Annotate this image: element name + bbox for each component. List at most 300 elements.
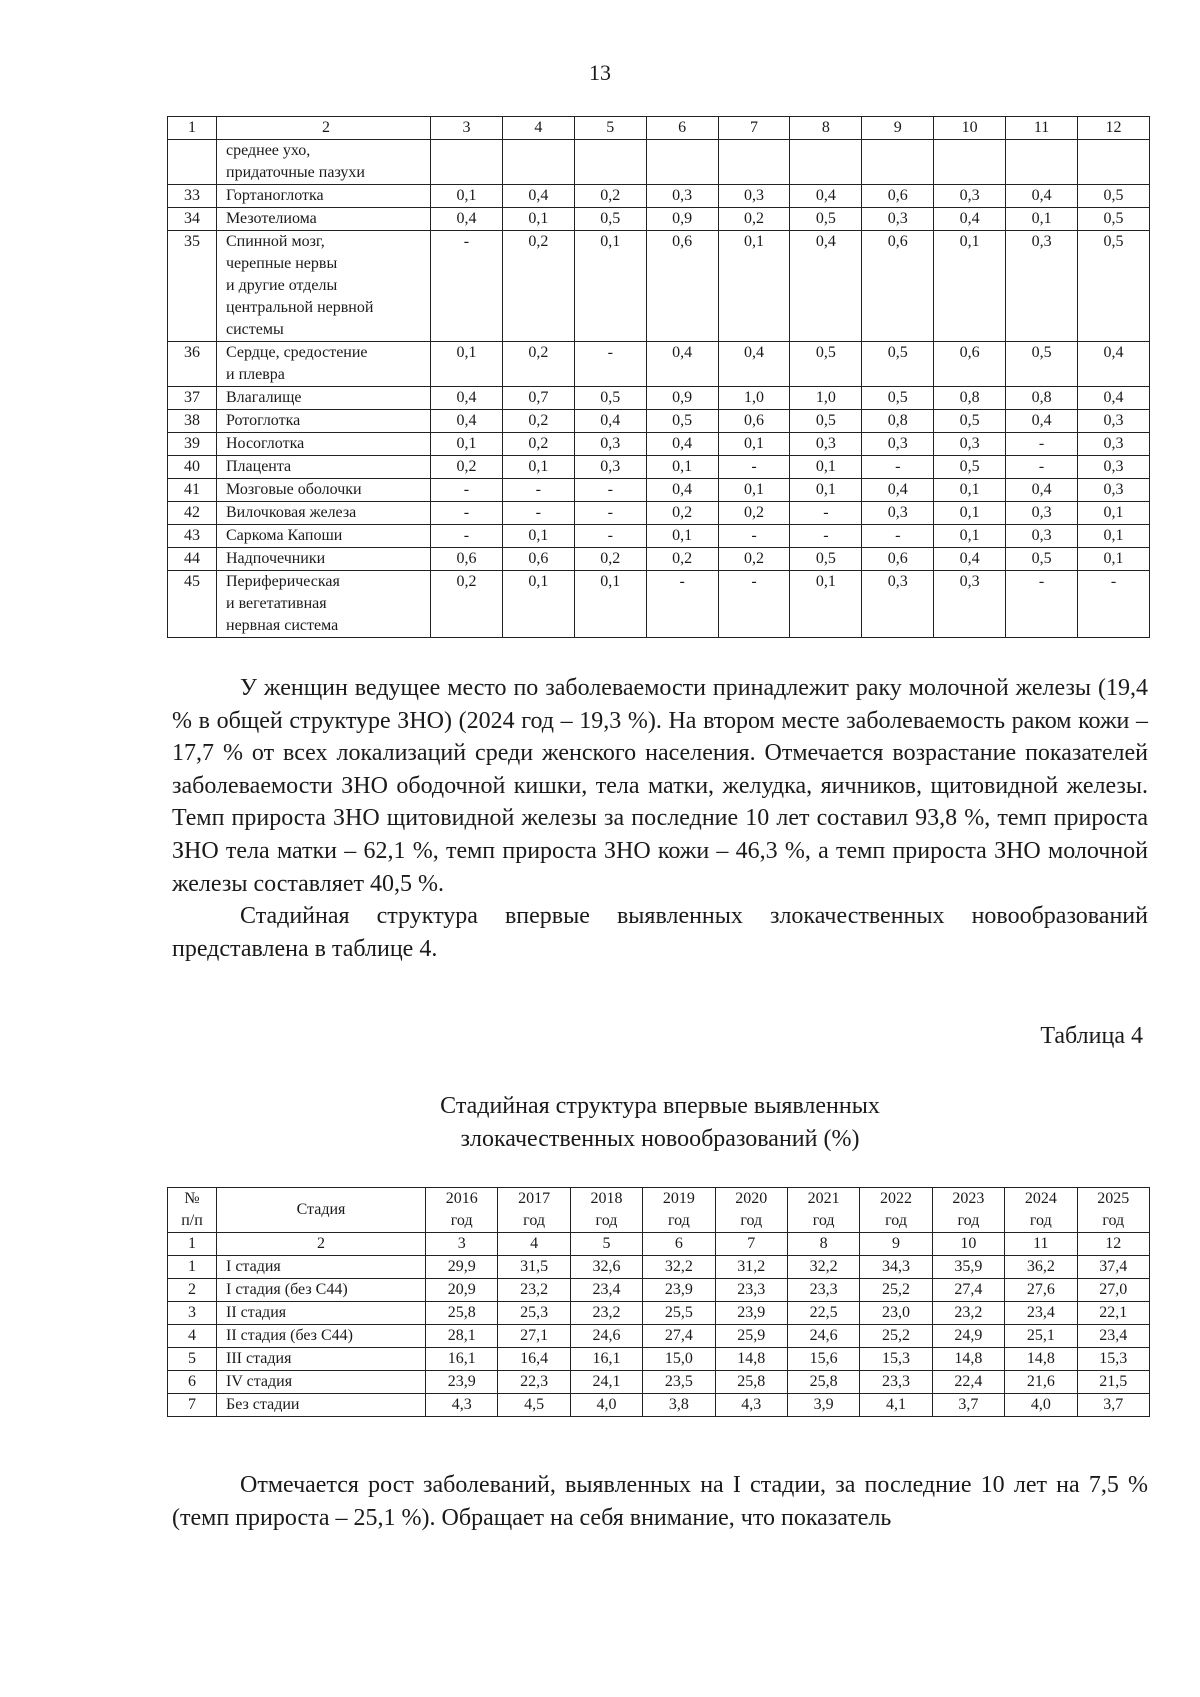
localization-name-line: Надпочечники bbox=[226, 550, 326, 567]
localization-name-line: среднее ухо, bbox=[226, 142, 311, 159]
table-row bbox=[168, 1279, 1150, 1302]
column-number-cell: 9 bbox=[862, 117, 934, 140]
table-row bbox=[168, 410, 1150, 433]
table-title-line: Стадийная структура впервые выявленных bbox=[440, 1093, 880, 1119]
value-cell: - bbox=[574, 525, 646, 548]
value-cell: 0,1 bbox=[1078, 502, 1150, 525]
value-cell: 0,2 bbox=[502, 342, 574, 387]
localization-name-cell bbox=[217, 479, 431, 502]
table-row bbox=[168, 525, 1150, 548]
localization-name-cell bbox=[217, 208, 431, 231]
value-cell: 25,1 bbox=[1005, 1325, 1077, 1348]
value-cell: 16,1 bbox=[570, 1348, 642, 1371]
value-cell: 0,1 bbox=[646, 525, 718, 548]
value-cell: 0,5 bbox=[646, 410, 718, 433]
table-row bbox=[168, 1302, 1150, 1325]
header-year-suffix: год bbox=[740, 1212, 763, 1229]
value-cell: 0,6 bbox=[862, 231, 934, 342]
value-cell: 0,3 bbox=[862, 502, 934, 525]
value-cell: 0,4 bbox=[574, 410, 646, 433]
value-cell: 0,5 bbox=[790, 342, 862, 387]
value-cell: 27,0 bbox=[1077, 1279, 1149, 1302]
value-cell: 23,4 bbox=[1005, 1302, 1077, 1325]
localization-name-line: нервная система bbox=[226, 617, 339, 634]
table-row bbox=[168, 1256, 1150, 1279]
value-cell: 27,4 bbox=[643, 1325, 715, 1348]
table-row bbox=[168, 342, 1150, 387]
value-cell: 29,9 bbox=[426, 1256, 498, 1279]
value-cell: 0,1 bbox=[431, 185, 503, 208]
header-year-suffix: год bbox=[957, 1212, 980, 1229]
value-cell: 0,4 bbox=[862, 479, 934, 502]
value-cell: 32,2 bbox=[643, 1256, 715, 1279]
table-row bbox=[168, 456, 1150, 479]
header-year: 2022 bbox=[880, 1190, 913, 1207]
value-cell: 4,5 bbox=[498, 1394, 570, 1417]
value-cell: 0,1 bbox=[718, 433, 790, 456]
row-number-cell: 4 bbox=[168, 1325, 217, 1348]
value-cell: 0,1 bbox=[790, 479, 862, 502]
value-cell: 31,2 bbox=[715, 1256, 787, 1279]
localization-name-line: центральной нервной bbox=[226, 299, 374, 316]
row-number-cell: 35 bbox=[168, 231, 217, 342]
value-cell: 0,2 bbox=[718, 548, 790, 571]
value-cell: 22,1 bbox=[1077, 1302, 1149, 1325]
row-number-cell: 42 bbox=[168, 502, 217, 525]
localization-name-cell bbox=[217, 548, 431, 571]
localization-name-line: придаточные пазухи bbox=[226, 164, 365, 181]
header-year-cell bbox=[498, 1188, 570, 1233]
header-year-suffix: год bbox=[885, 1212, 907, 1229]
table-row bbox=[168, 571, 1150, 638]
column-number-cell: 9 bbox=[860, 1233, 932, 1256]
value-cell: 0,5 bbox=[934, 456, 1006, 479]
row-number-cell: 7 bbox=[168, 1394, 217, 1417]
value-cell: - bbox=[1006, 456, 1078, 479]
localization-name-cell bbox=[217, 342, 431, 387]
column-number-cell: 10 bbox=[932, 1233, 1004, 1256]
value-cell: - bbox=[431, 502, 503, 525]
localization-name-cell bbox=[217, 185, 431, 208]
value-cell: 0,3 bbox=[862, 433, 934, 456]
localization-name-line: и плевра bbox=[226, 366, 285, 383]
header-year: 2017 bbox=[518, 1190, 551, 1207]
value-cell: 14,8 bbox=[932, 1348, 1004, 1371]
header-year-suffix: год bbox=[812, 1212, 835, 1229]
value-cell: 28,1 bbox=[426, 1325, 498, 1348]
value-cell: 0,2 bbox=[431, 571, 503, 638]
header-year: 2019 bbox=[662, 1190, 695, 1207]
value-cell: 0,3 bbox=[646, 185, 718, 208]
header-year-suffix: год bbox=[523, 1212, 545, 1229]
column-number-cell: 5 bbox=[570, 1233, 642, 1256]
header-year-cell bbox=[426, 1188, 498, 1233]
header-year-cell bbox=[932, 1188, 1004, 1233]
value-cell: 0,1 bbox=[646, 456, 718, 479]
value-cell bbox=[862, 140, 934, 185]
value-cell: 0,6 bbox=[934, 342, 1006, 387]
value-cell: - bbox=[862, 525, 934, 548]
value-cell: 0,4 bbox=[790, 185, 862, 208]
row-number-cell bbox=[168, 140, 217, 185]
value-cell: - bbox=[574, 479, 646, 502]
stage-name-cell: I стадия bbox=[217, 1256, 426, 1279]
value-cell: 23,3 bbox=[715, 1279, 787, 1302]
header-year: 2024 bbox=[1024, 1190, 1057, 1207]
localization-name-line: Мезотелиома bbox=[226, 210, 317, 227]
column-number-cell: 1 bbox=[168, 1233, 217, 1256]
column-number-cell: 7 bbox=[718, 117, 790, 140]
value-cell: 3,9 bbox=[787, 1394, 859, 1417]
value-cell: 0,4 bbox=[431, 410, 503, 433]
value-cell: 23,2 bbox=[932, 1302, 1004, 1325]
value-cell: 3,7 bbox=[1077, 1394, 1149, 1417]
value-cell: 15,3 bbox=[860, 1348, 932, 1371]
value-cell: 0,8 bbox=[934, 387, 1006, 410]
value-cell: 22,5 bbox=[787, 1302, 859, 1325]
header-year-cell bbox=[570, 1188, 642, 1233]
value-cell: - bbox=[718, 571, 790, 638]
header-year-cell bbox=[1005, 1188, 1077, 1233]
table-row bbox=[168, 387, 1150, 410]
column-number-cell: 4 bbox=[498, 1233, 570, 1256]
table-row bbox=[168, 433, 1150, 456]
value-cell: - bbox=[1006, 571, 1078, 638]
value-cell: 23,5 bbox=[643, 1371, 715, 1394]
column-number-cell: 2 bbox=[217, 1233, 426, 1256]
value-cell: - bbox=[502, 502, 574, 525]
value-cell: 0,2 bbox=[502, 433, 574, 456]
value-cell: 0,1 bbox=[574, 231, 646, 342]
header-year-suffix: год bbox=[450, 1212, 473, 1229]
value-cell: 15,3 bbox=[1077, 1348, 1149, 1371]
value-cell: 0,5 bbox=[1078, 208, 1150, 231]
stage-structure-intro: Стадийная структура впервые выявленных злокачественных новообразований представлена в таблице 4. bbox=[172, 903, 1148, 962]
header-year-suffix: год bbox=[1029, 1212, 1052, 1229]
value-cell: 0,8 bbox=[862, 410, 934, 433]
value-cell: 0,6 bbox=[502, 548, 574, 571]
value-cell: 0,1 bbox=[502, 525, 574, 548]
header-year: 2020 bbox=[735, 1190, 768, 1207]
value-cell: 0,1 bbox=[718, 479, 790, 502]
row-number-cell: 36 bbox=[168, 342, 217, 387]
header-stage-cell: Стадия bbox=[217, 1188, 426, 1233]
header-number-line: п/п bbox=[181, 1212, 203, 1229]
value-cell: 0,3 bbox=[1078, 433, 1150, 456]
value-cell: 0,4 bbox=[431, 387, 503, 410]
value-cell: 0,1 bbox=[1006, 208, 1078, 231]
header-year: 2025 bbox=[1097, 1190, 1130, 1207]
value-cell: 0,5 bbox=[1078, 231, 1150, 342]
localization-name-cell bbox=[217, 140, 431, 185]
value-cell: 0,2 bbox=[431, 456, 503, 479]
value-cell: 16,4 bbox=[498, 1348, 570, 1371]
value-cell: 0,8 bbox=[1006, 387, 1078, 410]
value-cell: 0,1 bbox=[934, 479, 1006, 502]
value-cell: 0,4 bbox=[934, 548, 1006, 571]
value-cell: 0,2 bbox=[718, 502, 790, 525]
morbidity-table-continued bbox=[167, 116, 1150, 638]
value-cell: 3,7 bbox=[932, 1394, 1004, 1417]
value-cell: - bbox=[431, 479, 503, 502]
localization-name-line: Вилочковая железа bbox=[226, 504, 357, 521]
value-cell: 0,3 bbox=[934, 433, 1006, 456]
value-cell: 4,0 bbox=[1005, 1394, 1077, 1417]
row-number-cell: 38 bbox=[168, 410, 217, 433]
header-year-cell bbox=[787, 1188, 859, 1233]
table-row bbox=[168, 548, 1150, 571]
table-row bbox=[168, 208, 1150, 231]
row-number-cell: 6 bbox=[168, 1371, 217, 1394]
value-cell: 0,5 bbox=[1078, 185, 1150, 208]
value-cell: 23,9 bbox=[426, 1371, 498, 1394]
value-cell bbox=[502, 140, 574, 185]
table-row bbox=[168, 1325, 1150, 1348]
value-cell bbox=[1078, 140, 1150, 185]
localization-name-line: Периферическая bbox=[226, 573, 340, 590]
column-number-cell: 1 bbox=[168, 117, 217, 140]
value-cell: 0,2 bbox=[646, 548, 718, 571]
value-cell: 27,4 bbox=[932, 1279, 1004, 1302]
column-number-cell: 10 bbox=[934, 117, 1006, 140]
column-number-row bbox=[168, 117, 1150, 140]
value-cell: - bbox=[718, 525, 790, 548]
value-cell: 0,5 bbox=[862, 342, 934, 387]
value-cell: 0,5 bbox=[1006, 342, 1078, 387]
header-year: 2018 bbox=[590, 1190, 623, 1207]
value-cell: 24,9 bbox=[932, 1325, 1004, 1348]
localization-name-line: Сердце, средостение bbox=[226, 344, 368, 361]
value-cell: 0,1 bbox=[1078, 525, 1150, 548]
value-cell: 4,3 bbox=[715, 1394, 787, 1417]
value-cell: 23,4 bbox=[570, 1279, 642, 1302]
value-cell: 0,5 bbox=[934, 410, 1006, 433]
localization-name-cell bbox=[217, 571, 431, 638]
value-cell: 0,1 bbox=[934, 231, 1006, 342]
value-cell: 0,6 bbox=[862, 185, 934, 208]
column-number-cell: 8 bbox=[787, 1233, 859, 1256]
localization-name-line: Влагалище bbox=[226, 389, 302, 406]
value-cell: 0,6 bbox=[862, 548, 934, 571]
stage-name-cell: Без стадии bbox=[217, 1394, 426, 1417]
header-year-cell bbox=[1077, 1188, 1149, 1233]
localization-name-cell bbox=[217, 231, 431, 342]
value-cell: 27,6 bbox=[1005, 1279, 1077, 1302]
value-cell: 23,4 bbox=[1077, 1325, 1149, 1348]
value-cell: 0,4 bbox=[790, 231, 862, 342]
value-cell: 0,4 bbox=[646, 479, 718, 502]
value-cell: - bbox=[431, 525, 503, 548]
value-cell bbox=[574, 140, 646, 185]
stage-name-cell: IV стадия bbox=[217, 1371, 426, 1394]
column-number-row bbox=[168, 1233, 1150, 1256]
value-cell: 23,2 bbox=[570, 1302, 642, 1325]
localization-name-line: системы bbox=[226, 321, 284, 338]
value-cell: 21,6 bbox=[1005, 1371, 1077, 1394]
value-cell: 0,4 bbox=[1006, 185, 1078, 208]
value-cell: - bbox=[790, 525, 862, 548]
column-number-cell: 6 bbox=[646, 117, 718, 140]
value-cell: 0,5 bbox=[862, 387, 934, 410]
table-row bbox=[168, 479, 1150, 502]
stage-name-cell: II стадия (без С44) bbox=[217, 1325, 426, 1348]
value-cell: 0,1 bbox=[790, 456, 862, 479]
column-number-cell: 3 bbox=[426, 1233, 498, 1256]
value-cell: 25,9 bbox=[715, 1325, 787, 1348]
value-cell: - bbox=[574, 342, 646, 387]
column-number-cell: 5 bbox=[574, 117, 646, 140]
localization-name-line: Носоглотка bbox=[226, 435, 305, 452]
value-cell: 27,1 bbox=[498, 1325, 570, 1348]
value-cell: 0,3 bbox=[574, 433, 646, 456]
column-number-cell: 3 bbox=[431, 117, 503, 140]
value-cell: 25,2 bbox=[860, 1279, 932, 1302]
row-number-cell: 43 bbox=[168, 525, 217, 548]
value-cell: 0,3 bbox=[1006, 502, 1078, 525]
value-cell: 0,4 bbox=[646, 342, 718, 387]
value-cell: 1,0 bbox=[718, 387, 790, 410]
value-cell: 24,1 bbox=[570, 1371, 642, 1394]
row-number-cell: 1 bbox=[168, 1256, 217, 1279]
value-cell: 0,1 bbox=[502, 571, 574, 638]
value-cell: 0,3 bbox=[934, 571, 1006, 638]
value-cell: - bbox=[502, 479, 574, 502]
stage-name-cell: II стадия bbox=[217, 1302, 426, 1325]
header-year-cell bbox=[643, 1188, 715, 1233]
value-cell: 0,9 bbox=[646, 208, 718, 231]
value-cell: 0,2 bbox=[502, 231, 574, 342]
value-cell: 15,0 bbox=[643, 1348, 715, 1371]
value-cell bbox=[790, 140, 862, 185]
value-cell: 0,1 bbox=[934, 525, 1006, 548]
value-cell: 0,4 bbox=[646, 433, 718, 456]
value-cell: - bbox=[862, 456, 934, 479]
localization-name-line: черепные нервы bbox=[226, 255, 338, 272]
value-cell: 1,0 bbox=[790, 387, 862, 410]
value-cell: 0,1 bbox=[1078, 548, 1150, 571]
value-cell bbox=[431, 140, 503, 185]
column-number-cell: 7 bbox=[715, 1233, 787, 1256]
localization-name-line: и другие отделы bbox=[226, 277, 338, 294]
value-cell: 25,2 bbox=[860, 1325, 932, 1348]
localization-name-cell bbox=[217, 387, 431, 410]
localization-name-cell bbox=[217, 456, 431, 479]
value-cell: - bbox=[790, 502, 862, 525]
table-row bbox=[168, 140, 1150, 185]
value-cell: 0,1 bbox=[431, 342, 503, 387]
value-cell: 0,1 bbox=[718, 231, 790, 342]
value-cell bbox=[934, 140, 1006, 185]
value-cell: 0,4 bbox=[934, 208, 1006, 231]
header-year: 2021 bbox=[807, 1190, 840, 1207]
localization-name-cell bbox=[217, 433, 431, 456]
table-row bbox=[168, 1348, 1150, 1371]
value-cell: 0,1 bbox=[790, 571, 862, 638]
value-cell: 14,8 bbox=[1005, 1348, 1077, 1371]
row-number-cell: 37 bbox=[168, 387, 217, 410]
value-cell: 14,8 bbox=[715, 1348, 787, 1371]
column-number-cell: 8 bbox=[790, 117, 862, 140]
value-cell: 0,1 bbox=[574, 571, 646, 638]
value-cell: 15,6 bbox=[787, 1348, 859, 1371]
table-title-line: злокачественных новообразований (%) bbox=[460, 1126, 860, 1152]
value-cell: 0,6 bbox=[718, 410, 790, 433]
value-cell: 0,2 bbox=[502, 410, 574, 433]
value-cell: 35,9 bbox=[932, 1256, 1004, 1279]
value-cell: 25,5 bbox=[643, 1302, 715, 1325]
value-cell: 0,6 bbox=[431, 548, 503, 571]
value-cell: 0,7 bbox=[502, 387, 574, 410]
value-cell: 0,3 bbox=[862, 208, 934, 231]
value-cell: 4,3 bbox=[426, 1394, 498, 1417]
stage-name-cell: I стадия (без С44) bbox=[217, 1279, 426, 1302]
value-cell: 4,1 bbox=[860, 1394, 932, 1417]
localization-name-line: Ротоглотка bbox=[226, 412, 301, 429]
value-cell: 37,4 bbox=[1077, 1256, 1149, 1279]
value-cell: 23,3 bbox=[787, 1279, 859, 1302]
value-cell: 25,8 bbox=[715, 1371, 787, 1394]
value-cell: 0,4 bbox=[1078, 342, 1150, 387]
value-cell: 0,3 bbox=[934, 185, 1006, 208]
table-row bbox=[168, 231, 1150, 342]
value-cell bbox=[718, 140, 790, 185]
localization-name-cell bbox=[217, 525, 431, 548]
value-cell: 22,3 bbox=[498, 1371, 570, 1394]
value-cell: 0,4 bbox=[431, 208, 503, 231]
value-cell: 24,6 bbox=[787, 1325, 859, 1348]
column-number-cell: 6 bbox=[643, 1233, 715, 1256]
table-row bbox=[168, 1394, 1150, 1417]
value-cell: 0,5 bbox=[1006, 548, 1078, 571]
column-number-cell: 11 bbox=[1006, 117, 1078, 140]
value-cell bbox=[1006, 140, 1078, 185]
value-cell: 23,3 bbox=[860, 1371, 932, 1394]
value-cell: 0,4 bbox=[718, 342, 790, 387]
row-number-cell: 34 bbox=[168, 208, 217, 231]
value-cell: 0,3 bbox=[862, 571, 934, 638]
value-cell: 0,1 bbox=[934, 502, 1006, 525]
value-cell: 0,3 bbox=[1006, 525, 1078, 548]
header-year: 2023 bbox=[952, 1190, 985, 1207]
value-cell: 22,4 bbox=[932, 1371, 1004, 1394]
value-cell: - bbox=[1078, 571, 1150, 638]
value-cell: 0,2 bbox=[646, 502, 718, 525]
value-cell: 0,5 bbox=[790, 208, 862, 231]
localization-name-cell bbox=[217, 410, 431, 433]
table-header-row bbox=[168, 1188, 1150, 1233]
value-cell: 0,9 bbox=[646, 387, 718, 410]
stage-growth-paragraph-block bbox=[172, 1469, 1148, 1534]
column-number-cell: 12 bbox=[1078, 117, 1150, 140]
value-cell: 0,1 bbox=[502, 456, 574, 479]
row-number-cell: 5 bbox=[168, 1348, 217, 1371]
value-cell: 0,3 bbox=[1006, 231, 1078, 342]
value-cell: 24,6 bbox=[570, 1325, 642, 1348]
localization-name-line: и вегетативная bbox=[226, 595, 327, 612]
value-cell: 0,6 bbox=[646, 231, 718, 342]
value-cell: 36,2 bbox=[1005, 1256, 1077, 1279]
women-morbidity-paragraphs bbox=[172, 672, 1148, 965]
value-cell: 3,8 bbox=[643, 1394, 715, 1417]
value-cell: 21,5 bbox=[1077, 1371, 1149, 1394]
column-number-cell: 4 bbox=[502, 117, 574, 140]
value-cell: 23,0 bbox=[860, 1302, 932, 1325]
value-cell: 23,2 bbox=[498, 1279, 570, 1302]
localization-name-line: Мозговые оболочки bbox=[226, 481, 362, 498]
page-number: 13 bbox=[589, 60, 611, 85]
value-cell bbox=[646, 140, 718, 185]
women-morbidity-paragraph: У женщин ведущее место по заболеваемости принадлежит раку молочной железы (19,4 % в общей структуре ЗНО) (2024 год – 19,3 %). На втором месте заболеваемость раком кожи – 17,7 % от всех локализаций среди женского населения. Отмечается возрастание показателей заболеваемости ЗНО ободочной кишки, тела матки, желудка, яичников, щитовидной железы. Темп прироста ЗНО щитовидной железы за последние 10 лет составил 93,8 %, темп прироста ЗНО тела матки – 62,1 %, темп прироста ЗНО кожи – 46,3 %, а темп прироста ЗНО молочной железы составляет 40,5 %. bbox=[172, 675, 1148, 897]
